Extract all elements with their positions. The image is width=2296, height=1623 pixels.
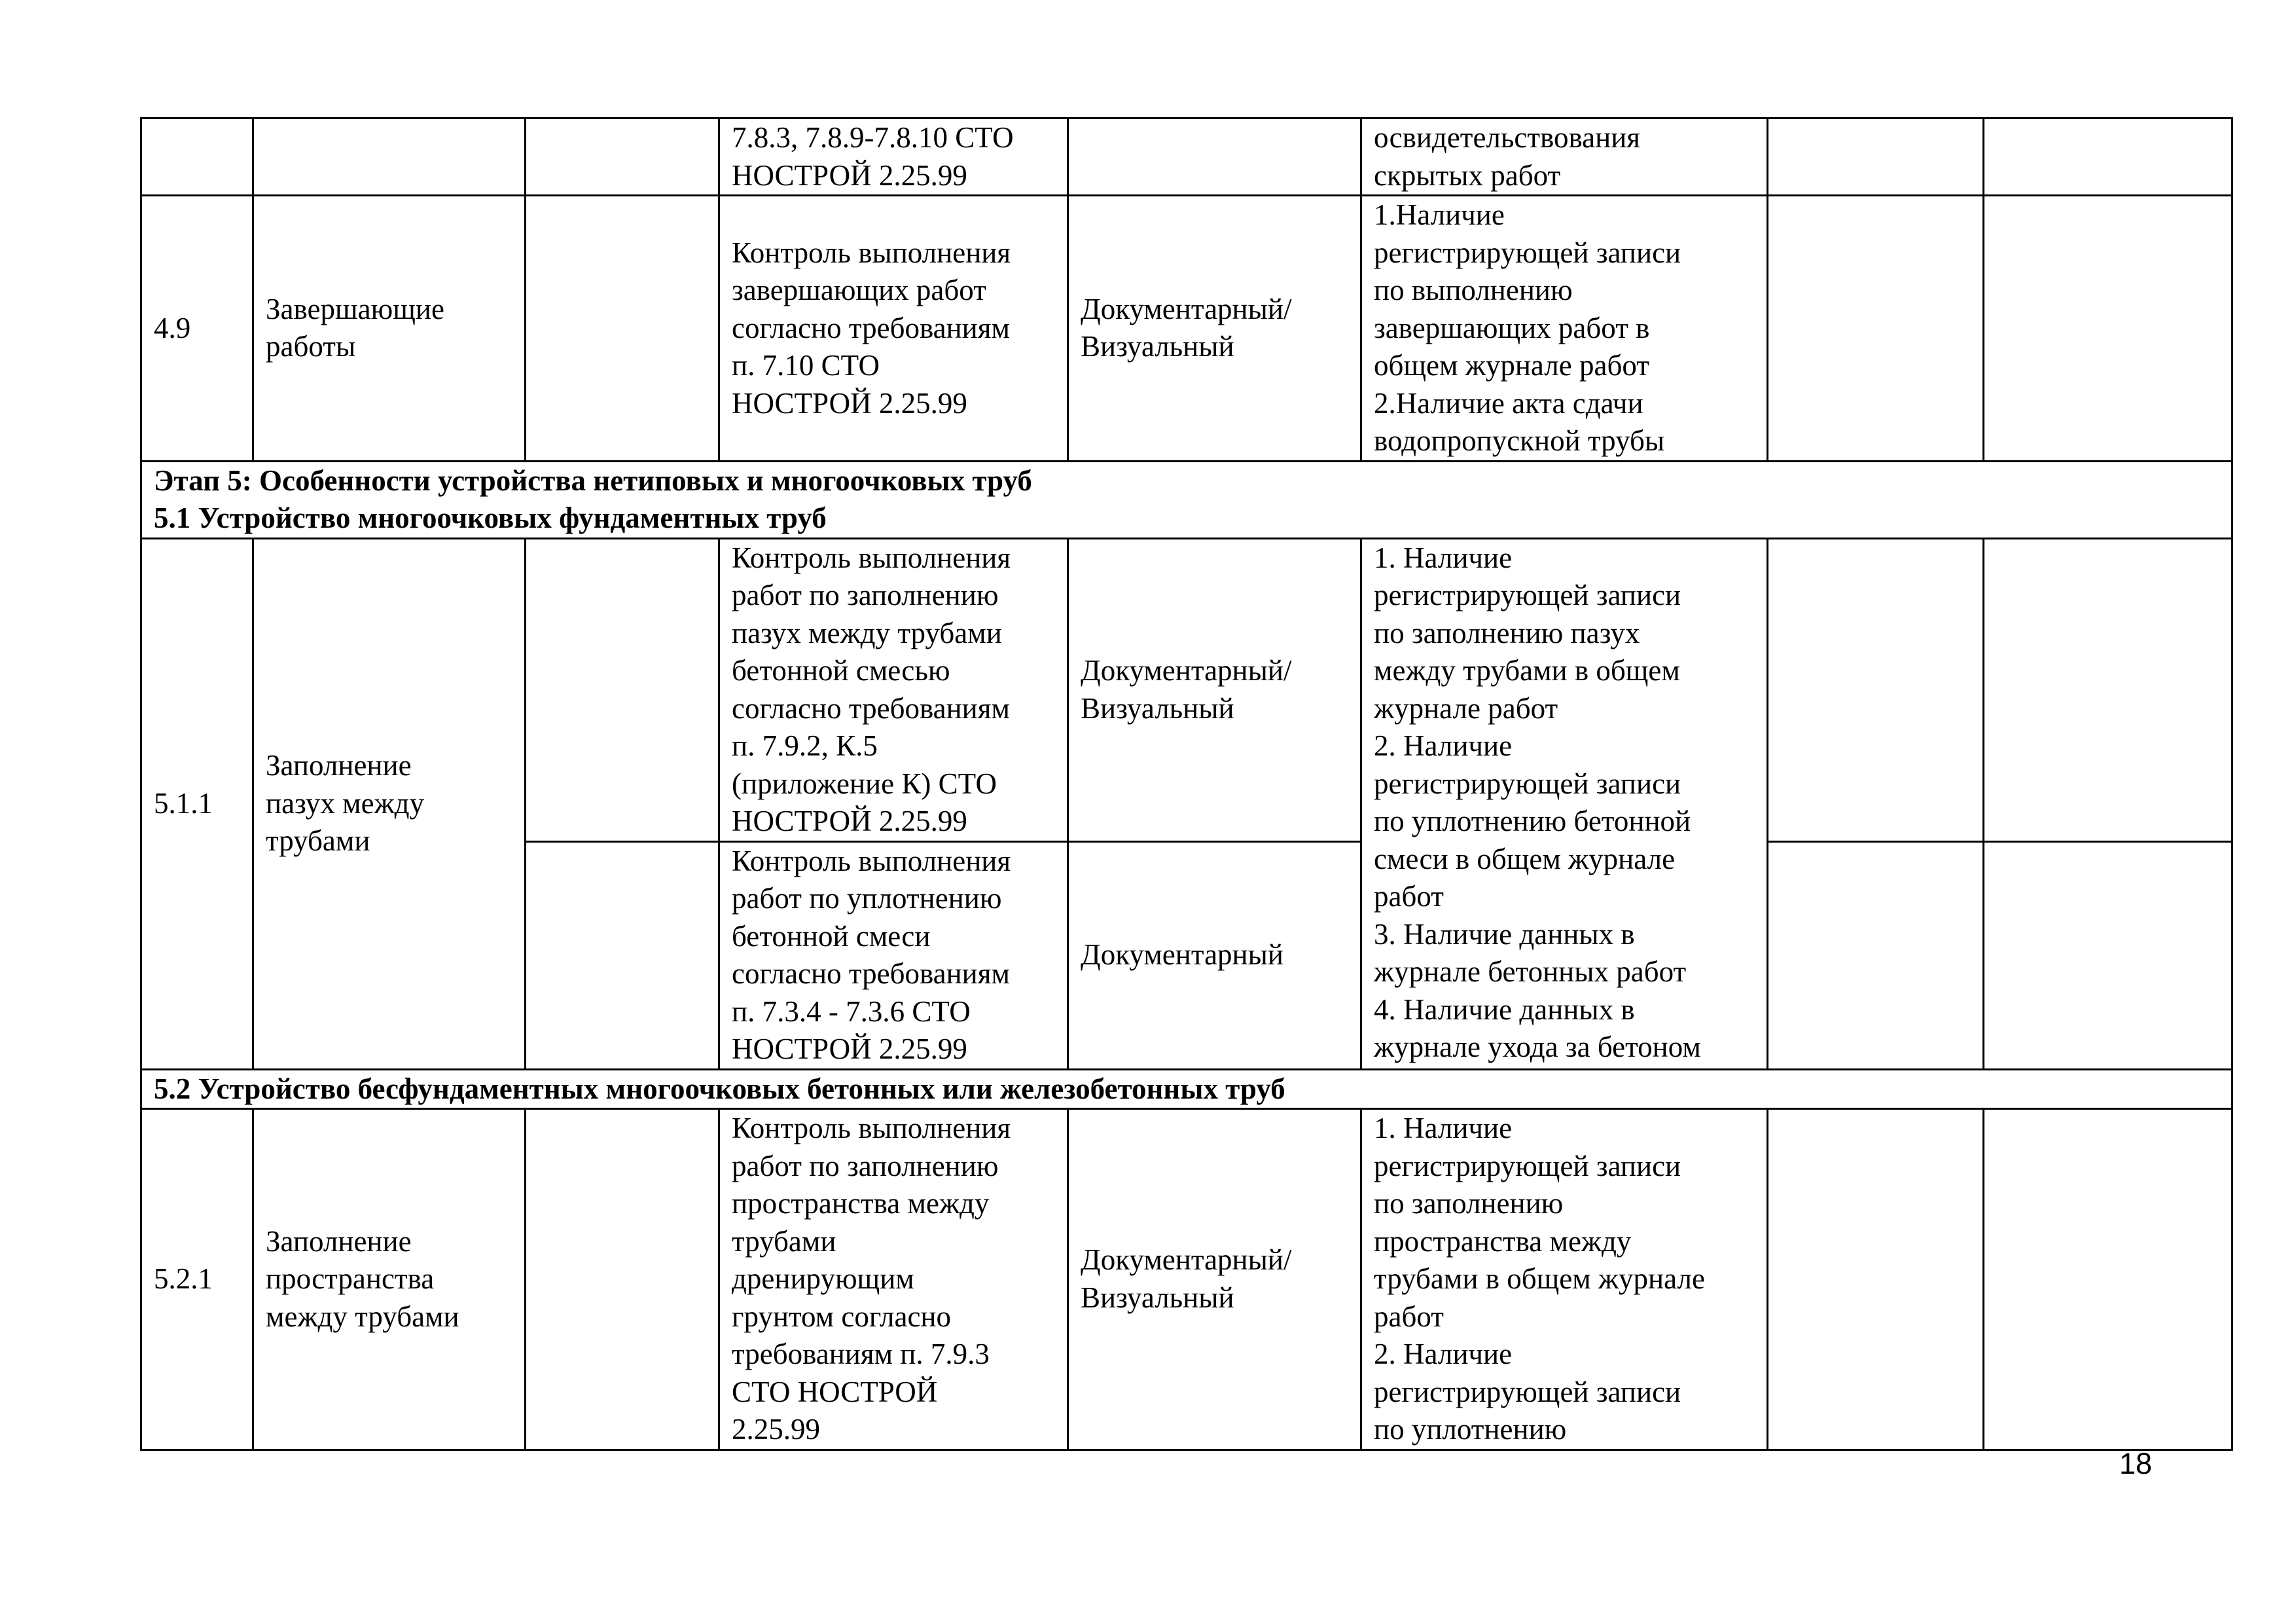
evidence-cell: освидетельствования скрытых работ bbox=[1361, 119, 1768, 196]
table-row bbox=[141, 538, 2233, 841]
item-number-cell: 5.1.1 bbox=[141, 538, 253, 1069]
section-header-row bbox=[141, 1069, 2233, 1109]
cell-empty bbox=[1984, 1109, 2233, 1450]
cell-empty bbox=[1768, 1109, 1984, 1450]
cell-empty bbox=[1768, 196, 1984, 462]
section-5-2-header: 5.2 Устройство бесфундаментных многоочковых бетонных или железобетонных труб bbox=[141, 1069, 2233, 1109]
item-number-cell: 5.2.1 bbox=[141, 1109, 253, 1450]
evidence-cell: 1. Наличие регистрирующей записи по заполнению пространства между трубами в общем журнале работ 2. Наличие регистрирующей записи по уплотнению bbox=[1361, 1109, 1768, 1450]
cell-empty bbox=[526, 538, 719, 841]
cell-empty bbox=[1984, 196, 2233, 462]
cell-empty bbox=[1984, 119, 2233, 196]
cell-empty bbox=[1768, 119, 1984, 196]
evidence-cell: 1.Наличие регистрирующей записи по выполнению завершающих работ в общем журнале работ 2.Наличие акта сдачи водопропускной трубы bbox=[1361, 196, 1768, 462]
table-row bbox=[141, 1109, 2233, 1450]
evidence-cell: 1. Наличие регистрирующей записи по заполнению пазух между трубами в общем журнале работ 2. Наличие регистрирующей записи по уплотнению бетонной смеси в общем журнале работ 3. Наличие данных в журнале бетонных работ 4. Наличие данных в журнале ухода за бетоном bbox=[1361, 538, 1768, 1069]
requirement-cell: Контроль выполнения завершающих работ согласно требованиям п. 7.10 СТО НОСТРОЙ 2.25.99 bbox=[719, 196, 1068, 462]
item-number-cell: 4.9 bbox=[141, 196, 253, 462]
requirement-cell: 7.8.3, 7.8.9-7.8.10 СТО НОСТРОЙ 2.25.99 bbox=[719, 119, 1068, 196]
control-method-cell: Документарный/ Визуальный bbox=[1068, 196, 1361, 462]
control-method-cell: Документарный bbox=[1068, 841, 1361, 1069]
cell-empty bbox=[526, 196, 719, 462]
cell-empty bbox=[1984, 538, 2233, 841]
control-method-cell: Документарный/ Визуальный bbox=[1068, 538, 1361, 841]
cell-empty bbox=[1768, 538, 1984, 841]
cell-empty bbox=[526, 1109, 719, 1450]
requirement-cell: Контроль выполнения работ по заполнению пазух между трубами бетонной смесью согласно требованиям п. 7.9.2, К.5 (приложение К) СТО НОСТРОЙ 2.25.99 bbox=[719, 538, 1068, 841]
control-method-cell: Документарный/ Визуальный bbox=[1068, 1109, 1361, 1450]
cell-empty bbox=[526, 119, 719, 196]
work-name-cell: Заполнение пазух между трубами bbox=[253, 538, 526, 1069]
table-row bbox=[141, 196, 2233, 462]
work-name-cell: Завершающие работы bbox=[253, 196, 526, 462]
cell-empty bbox=[253, 119, 526, 196]
table-row bbox=[141, 119, 2233, 196]
stage-header-row bbox=[141, 461, 2233, 538]
cell-empty bbox=[1068, 119, 1361, 196]
page-number: 18 bbox=[2119, 1447, 2152, 1480]
stage-5-header: Этап 5: Особенности устройства нетиповых и многоочковых труб 5.1 Устройство многоочковых фундаментных труб bbox=[141, 461, 2233, 538]
inspection-table bbox=[140, 117, 2233, 1451]
requirement-cell: Контроль выполнения работ по заполнению пространства между трубами дренирующим грунтом согласно требованиям п. 7.9.3 СТО НОСТРОЙ 2.25.99 bbox=[719, 1109, 1068, 1450]
cell-empty bbox=[1768, 841, 1984, 1069]
work-name-cell: Заполнение пространства между трубами bbox=[253, 1109, 526, 1450]
requirement-cell: Контроль выполнения работ по уплотнению бетонной смеси согласно требованиям п. 7.3.4 - 7.3.6 СТО НОСТРОЙ 2.25.99 bbox=[719, 841, 1068, 1069]
cell-empty bbox=[1984, 841, 2233, 1069]
cell-empty bbox=[526, 841, 719, 1069]
cell-empty bbox=[141, 119, 253, 196]
